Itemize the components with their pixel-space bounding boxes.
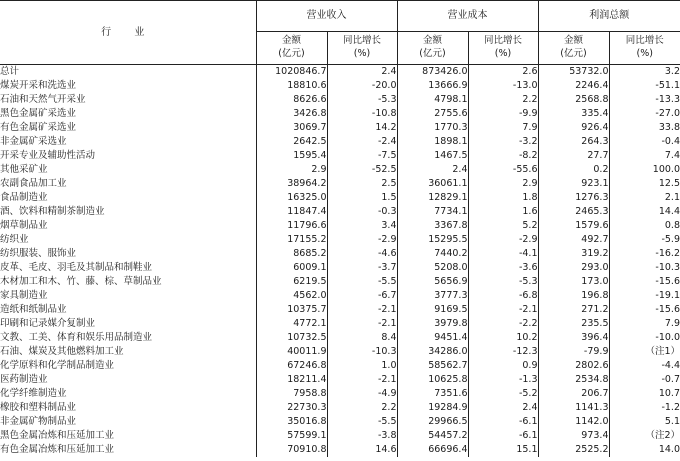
revenue-amount-cell: 57599.1 — [256, 429, 327, 443]
cost-amount-cell: 5208.0 — [397, 261, 468, 275]
profit-growth-cell: -4.4 — [609, 359, 680, 373]
revenue-growth-cell: -5.5 — [327, 275, 397, 289]
cost-amount-cell: 12829.1 — [397, 191, 468, 205]
cost-amount-cell: 1898.1 — [397, 135, 468, 149]
profit-growth-cell: -5.9 — [609, 233, 680, 247]
profit-amount-cell: 926.4 — [538, 121, 609, 135]
profit-amount-cell: 396.4 — [538, 331, 609, 345]
profit-amount-cell: 271.2 — [538, 303, 609, 317]
profit-growth-cell: -15.6 — [609, 275, 680, 289]
table-row — [0, 233, 680, 247]
cost-growth-cell: -2.1 — [468, 303, 538, 317]
industry-name-cell: 开采专业及辅助性活动 — [0, 150, 96, 162]
revenue-amount-cell: 70910.8 — [256, 443, 327, 457]
cost-amount-cell: 19284.9 — [397, 401, 468, 415]
profit-growth-cell: -10.0 — [609, 331, 680, 345]
profit-amount-cell: 293.0 — [538, 261, 609, 275]
cost-growth-cell: 10.2 — [468, 331, 538, 345]
cost-growth-cell: -2.2 — [468, 317, 538, 331]
table-row — [0, 303, 680, 317]
profit-amount-cell: 2568.8 — [538, 93, 609, 107]
table-row — [0, 93, 680, 107]
revenue-amount-cell: 16325.0 — [256, 191, 327, 205]
profit-growth-cell: -0.7 — [609, 373, 680, 387]
profit-amount-cell: 2802.6 — [538, 359, 609, 373]
cost-amount-cell: 10625.8 — [397, 373, 468, 387]
industry-name-cell: 皮革、毛皮、羽毛及其制品和制鞋业 — [0, 262, 153, 274]
revenue-amount-cell: 3426.8 — [256, 107, 327, 121]
cost-amount-cell: 29966.5 — [397, 415, 468, 429]
cost-growth-cell: 1.6 — [468, 205, 538, 219]
industry-name-cell: 农副食品加工业 — [0, 178, 67, 190]
table-row — [0, 261, 680, 275]
cost-amount-cell: 54457.2 — [397, 429, 468, 443]
table-row — [0, 345, 680, 359]
cost-growth-cell: 0.9 — [468, 359, 538, 373]
revenue-growth-cell: -10.3 — [327, 345, 397, 359]
revenue-growth-cell: -2.1 — [327, 317, 397, 331]
profit-growth-cell: （注1） — [609, 345, 680, 359]
revenue-growth-cell: -10.8 — [327, 107, 397, 121]
cost-growth-cell: -6.1 — [468, 429, 538, 443]
table-row — [0, 289, 680, 303]
cost-amount-cell: 5656.9 — [397, 275, 468, 289]
table-row — [0, 121, 680, 135]
industry-name-cell: 有色金属冶炼和压延加工业 — [0, 444, 115, 456]
table-row — [0, 163, 680, 177]
profit-amount-cell: 923.1 — [538, 177, 609, 191]
revenue-amount-cell: 8626.6 — [256, 93, 327, 107]
cost-growth-cell: -8.2 — [468, 149, 538, 163]
revenue-growth-cell: 2.4 — [327, 65, 397, 80]
profit-amount-cell: 53732.0 — [538, 65, 609, 80]
table-row — [0, 359, 680, 373]
profit-amount-cell: 1276.3 — [538, 191, 609, 205]
revenue-amount-cell: 1020846.7 — [256, 65, 327, 80]
table-row — [0, 373, 680, 387]
profit-amount-cell: 0.2 — [538, 163, 609, 177]
industry-name-cell: 纺织服装、服饰业 — [0, 248, 77, 260]
revenue-amount-cell: 2642.5 — [256, 135, 327, 149]
revenue-growth-cell: -5.3 — [327, 93, 397, 107]
cost-amount-cell: 3777.3 — [397, 289, 468, 303]
revenue-amount-cell: 18810.6 — [256, 79, 327, 93]
profit-growth-cell: -0.4 — [609, 135, 680, 149]
industry-name-cell: 非金属矿采选业 — [0, 136, 67, 148]
cost-amount-cell: 36061.1 — [397, 177, 468, 191]
table-row — [0, 443, 680, 457]
revenue-amount-cell: 22730.3 — [256, 401, 327, 415]
revenue-growth-cell: -2.9 — [327, 233, 397, 247]
revenue-growth-cell: -7.5 — [327, 149, 397, 163]
revenue-growth-cell: 1.0 — [327, 359, 397, 373]
cost-growth-cell: 15.1 — [468, 443, 538, 457]
profit-growth-cell: 7.4 — [609, 149, 680, 163]
industry-name-cell: 石油、煤炭及其他燃料加工业 — [0, 346, 124, 358]
profit-growth-cell: -1.2 — [609, 401, 680, 415]
profit-amount-cell: 973.4 — [538, 429, 609, 443]
table-row — [0, 177, 680, 191]
cost-amount-cell: 7440.2 — [397, 247, 468, 261]
industry-name-cell: 医药制造业 — [0, 374, 48, 386]
profit-amount-cell: 2465.3 — [538, 205, 609, 219]
industry-header: 行 业 — [0, 1, 256, 65]
industry-name-cell: 其他采矿业 — [0, 164, 48, 176]
industry-name-cell: 橡胶和塑料制品业 — [0, 402, 77, 414]
cost-amount-header: 金额 (亿元) — [397, 32, 468, 65]
profit-amount-cell: 27.7 — [538, 149, 609, 163]
profit-growth-cell: 2.1 — [609, 191, 680, 205]
cost-amount-cell: 13666.9 — [397, 79, 468, 93]
revenue-amount-cell: 38964.2 — [256, 177, 327, 191]
cost-growth-cell: 2.2 — [468, 93, 538, 107]
revenue-amount-cell: 10732.5 — [256, 331, 327, 345]
industry-name-cell: 非金属矿物制品业 — [0, 416, 77, 428]
profit-growth-cell: -10.3 — [609, 261, 680, 275]
profit-growth-cell: 10.7 — [609, 387, 680, 401]
revenue-amount-cell: 17155.2 — [256, 233, 327, 247]
revenue-growth-cell: 8.4 — [327, 331, 397, 345]
profit-amount-cell: 235.5 — [538, 317, 609, 331]
cost-amount-cell: 7351.6 — [397, 387, 468, 401]
revenue-amount-cell: 8685.2 — [256, 247, 327, 261]
revenue-amount-cell: 6219.5 — [256, 275, 327, 289]
industry-name-cell: 化学原料和化学制品制造业 — [0, 360, 115, 372]
industry-name-cell: 黑色金属矿采选业 — [0, 108, 77, 120]
cost-amount-cell: 4798.1 — [397, 93, 468, 107]
revenue-growth-cell: -6.7 — [327, 289, 397, 303]
revenue-growth-cell: 14.6 — [327, 443, 397, 457]
profit-growth-cell: -19.1 — [609, 289, 680, 303]
cost-amount-cell: 9451.4 — [397, 331, 468, 345]
profit-amount-cell: 335.4 — [538, 107, 609, 121]
cost-amount-cell: 15295.5 — [397, 233, 468, 247]
profit-amount-cell: -79.9 — [538, 345, 609, 359]
profit-growth-cell: 14.0 — [609, 443, 680, 457]
revenue-growth-cell: -3.8 — [327, 429, 397, 443]
cost-growth-cell: -6.8 — [468, 289, 538, 303]
profit-growth-cell: 100.0 — [609, 163, 680, 177]
profit-growth-cell: 5.1 — [609, 415, 680, 429]
revenue-growth-cell: -4.9 — [327, 387, 397, 401]
profit-amount-cell: 1141.3 — [538, 401, 609, 415]
revenue-growth-cell: 2.2 — [327, 401, 397, 415]
profit-growth-cell: -15.6 — [609, 303, 680, 317]
revenue-amount-cell: 1595.4 — [256, 149, 327, 163]
revenue-growth-cell: -3.7 — [327, 261, 397, 275]
revenue-growth-cell: -4.6 — [327, 247, 397, 261]
cost-growth-cell: -55.6 — [468, 163, 538, 177]
cost-growth-cell: 7.9 — [468, 121, 538, 135]
cost-amount-cell: 58562.7 — [397, 359, 468, 373]
revenue-growth-cell: -0.3 — [327, 205, 397, 219]
revenue-growth-cell: 2.5 — [327, 177, 397, 191]
cost-amount-cell: 3979.8 — [397, 317, 468, 331]
cost-growth-cell: 2.4 — [468, 401, 538, 415]
revenue-amount-cell: 18211.4 — [256, 373, 327, 387]
table-row — [0, 219, 680, 233]
industry-name-cell: 黑色金属冶炼和压延加工业 — [0, 430, 115, 442]
table-row — [0, 205, 680, 219]
industry-name-cell: 石油和天然气开采业 — [0, 94, 86, 106]
revenue-growth-cell: 1.5 — [327, 191, 397, 205]
revenue-amount-cell: 2.9 — [256, 163, 327, 177]
table-row — [0, 79, 680, 93]
profit-amount-cell: 2525.2 — [538, 443, 609, 457]
industry-name-cell: 总计 — [0, 66, 20, 78]
profit-growth-cell: -16.2 — [609, 247, 680, 261]
table-row — [0, 317, 680, 331]
profit-growth-cell: （注2） — [609, 429, 680, 443]
revenue-growth-cell: -2.1 — [327, 303, 397, 317]
revenue-amount-cell: 6009.1 — [256, 261, 327, 275]
industry-name-cell: 纺织业 — [0, 234, 29, 246]
profit-growth-cell: -13.3 — [609, 93, 680, 107]
profit-growth-cell: 33.8 — [609, 121, 680, 135]
profit-amount-header: 金额 (亿元) — [538, 32, 609, 65]
profit-growth-cell: 12.5 — [609, 177, 680, 191]
revenue-amount-header: 金额 (亿元) — [256, 32, 327, 65]
cost-amount-cell: 1770.3 — [397, 121, 468, 135]
table-row — [0, 275, 680, 289]
profit-amount-cell: 2534.8 — [538, 373, 609, 387]
revenue-amount-cell: 11796.6 — [256, 219, 327, 233]
table-row — [0, 429, 680, 443]
table-row — [0, 135, 680, 149]
industry-name-cell: 酒、饮料和精制茶制造业 — [0, 206, 105, 218]
profit-amount-cell: 196.8 — [538, 289, 609, 303]
cost-amount-cell: 3367.8 — [397, 219, 468, 233]
table-body — [0, 65, 680, 458]
cost-growth-cell: -9.9 — [468, 107, 538, 121]
revenue-amount-cell: 3069.7 — [256, 121, 327, 135]
table-row — [0, 415, 680, 429]
cost-amount-cell: 1467.5 — [397, 149, 468, 163]
profit-growth-cell: -27.0 — [609, 107, 680, 121]
revenue-group-header: 营业收入 — [256, 1, 397, 32]
revenue-growth-cell: -52.5 — [327, 163, 397, 177]
cost-amount-cell: 7734.1 — [397, 205, 468, 219]
table-row — [0, 247, 680, 261]
cost-amount-cell: 66696.4 — [397, 443, 468, 457]
profit-group-header: 利润总额 — [538, 1, 680, 32]
profit-amount-cell: 2246.4 — [538, 79, 609, 93]
revenue-amount-cell: 10375.7 — [256, 303, 327, 317]
cost-amount-cell: 9169.5 — [397, 303, 468, 317]
table-row — [0, 149, 680, 163]
profit-amount-cell: 173.0 — [538, 275, 609, 289]
table-row — [0, 331, 680, 345]
cost-growth-cell: -12.3 — [468, 345, 538, 359]
cost-growth-cell: 5.2 — [468, 219, 538, 233]
profit-amount-cell: 492.7 — [538, 233, 609, 247]
table-row — [0, 401, 680, 415]
cost-growth-cell: -6.1 — [468, 415, 538, 429]
profit-amount-cell: 206.7 — [538, 387, 609, 401]
profit-growth-cell: 14.4 — [609, 205, 680, 219]
cost-amount-cell: 2.4 — [397, 163, 468, 177]
profit-amount-cell: 319.2 — [538, 247, 609, 261]
profit-growth-cell: -51.1 — [609, 79, 680, 93]
revenue-amount-cell: 67246.8 — [256, 359, 327, 373]
revenue-growth-cell: -5.5 — [327, 415, 397, 429]
total-row — [0, 65, 680, 80]
industry-name-cell: 印刷和记录媒介复制业 — [0, 318, 96, 330]
profit-amount-cell: 1579.6 — [538, 219, 609, 233]
revenue-growth-cell: 3.4 — [327, 219, 397, 233]
cost-growth-cell: -2.9 — [468, 233, 538, 247]
cost-growth-cell: 2.9 — [468, 177, 538, 191]
table-row — [0, 191, 680, 205]
cost-growth-cell: -1.3 — [468, 373, 538, 387]
cost-amount-cell: 873426.0 — [397, 65, 468, 80]
profit-growth-header: 同比增长 (%) — [609, 32, 680, 65]
industry-name-cell: 造纸和纸制品业 — [0, 304, 67, 316]
revenue-amount-cell: 35016.8 — [256, 415, 327, 429]
revenue-growth-cell: 14.2 — [327, 121, 397, 135]
header-group-row — [0, 1, 680, 32]
revenue-growth-cell: -2.4 — [327, 135, 397, 149]
industry-name-cell: 食品制造业 — [0, 192, 48, 204]
cost-growth-cell: -5.2 — [468, 387, 538, 401]
cost-growth-cell: -3.6 — [468, 261, 538, 275]
industry-name-cell: 化学纤维制造业 — [0, 388, 67, 400]
profit-amount-cell: 264.3 — [538, 135, 609, 149]
industry-name-cell: 烟草制品业 — [0, 220, 48, 232]
revenue-amount-cell: 40011.9 — [256, 345, 327, 359]
cost-growth-cell: -4.1 — [468, 247, 538, 261]
industry-name-cell: 木材加工和木、竹、藤、棕、草制品业 — [0, 276, 162, 288]
revenue-amount-cell: 11847.4 — [256, 205, 327, 219]
cost-growth-cell: 1.8 — [468, 191, 538, 205]
cost-growth-header: 同比增长 (%) — [468, 32, 538, 65]
industry-name-cell: 家具制造业 — [0, 290, 48, 302]
profit-growth-cell: 3.2 — [609, 65, 680, 80]
industry-name-cell: 煤炭开采和洗选业 — [0, 80, 77, 92]
cost-amount-cell: 2755.6 — [397, 107, 468, 121]
revenue-amount-cell: 4562.0 — [256, 289, 327, 303]
industry-name-cell: 文教、工美、体育和娱乐用品制造业 — [0, 332, 153, 344]
revenue-growth-header: 同比增长 (%) — [327, 32, 397, 65]
profit-amount-cell: 1142.0 — [538, 415, 609, 429]
revenue-growth-cell: -2.1 — [327, 373, 397, 387]
cost-growth-cell: -13.0 — [468, 79, 538, 93]
cost-amount-cell: 34286.0 — [397, 345, 468, 359]
table-row — [0, 387, 680, 401]
cost-group-header: 营业成本 — [397, 1, 538, 32]
cost-growth-cell: -5.3 — [468, 275, 538, 289]
table-row — [0, 107, 680, 121]
revenue-growth-cell: -20.0 — [327, 79, 397, 93]
revenue-amount-cell: 4772.1 — [256, 317, 327, 331]
profit-growth-cell: 7.9 — [609, 317, 680, 331]
cost-growth-cell: -3.2 — [468, 135, 538, 149]
profit-growth-cell: 0.8 — [609, 219, 680, 233]
revenue-amount-cell: 7958.8 — [256, 387, 327, 401]
cost-growth-cell: 2.6 — [468, 65, 538, 80]
industry-name-cell: 有色金属矿采选业 — [0, 122, 77, 134]
